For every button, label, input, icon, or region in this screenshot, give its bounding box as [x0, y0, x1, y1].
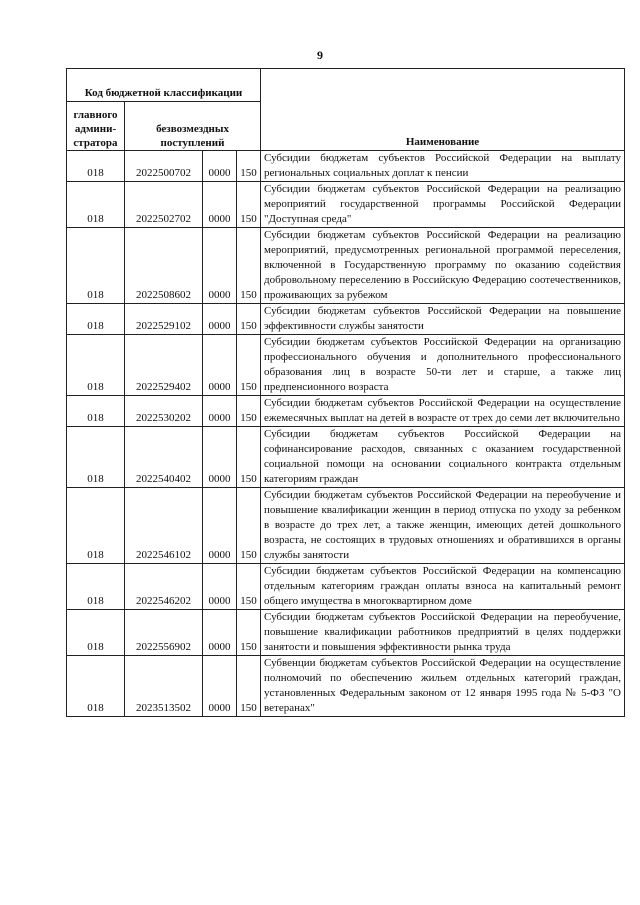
admin-code-cell: 018	[67, 656, 125, 717]
revenue-code-cell: 2022530202	[125, 396, 203, 427]
header-row-top	[67, 69, 625, 102]
header-admin-label: главного админи-стратора	[67, 102, 125, 151]
name-cell: Субсидии бюджетам субъектов Российской Федерации на переобучение, повышение квалификации работников предприятий в целях поддержки занятости и повышения эффективности рынка труда	[261, 610, 625, 656]
revenue-type-cell: 150	[237, 488, 261, 564]
name-cell: Субсидии бюджетам субъектов Российской Федерации на софинансирование расходов, связанных с оказанием государственной социальной помощи на основании социального контракта отдельным категориям граждан	[261, 427, 625, 488]
header-revenue-label: безвозмездных поступлений	[125, 102, 261, 151]
revenue-type-cell: 150	[237, 151, 261, 182]
admin-code-cell: 018	[67, 228, 125, 304]
table-row	[67, 488, 625, 564]
page-number: 9	[317, 48, 323, 62]
program-code-cell: 0000	[203, 427, 237, 488]
admin-code-cell: 018	[67, 610, 125, 656]
program-code-cell: 0000	[203, 182, 237, 228]
table-row	[67, 610, 625, 656]
revenue-type-cell: 150	[237, 228, 261, 304]
table-body	[67, 151, 625, 717]
program-code-cell: 0000	[203, 304, 237, 335]
name-cell: Субсидии бюджетам субъектов Российской Федерации на осуществление ежемесячных выплат на детей в возрасте от трех до семи лет включительно	[261, 396, 625, 427]
admin-code-cell: 018	[67, 396, 125, 427]
table-row	[67, 427, 625, 488]
name-cell: Субсидии бюджетам субъектов Российской Федерации на реализацию мероприятий, предусмотренных региональной программой переселения, включенной в Государственную программу по оказанию содействия добровольному переселению в Российскую Федерацию соотечественников, проживающих за рубежом	[261, 228, 625, 304]
admin-code-cell: 018	[67, 427, 125, 488]
name-cell: Субсидии бюджетам субъектов Российской Федерации на переобучение и повышение квалификации женщин в период отпуска по уходу за ребенком в возрасте до трех лет, а также женщин, имеющих детей дошкольного возраста, не состоящих в трудовых отношениях и обратившихся в органы службы занятости	[261, 488, 625, 564]
table-row	[67, 396, 625, 427]
admin-code-cell: 018	[67, 564, 125, 610]
revenue-code-cell: 2023513502	[125, 656, 203, 717]
revenue-type-cell: 150	[237, 182, 261, 228]
revenue-type-cell: 150	[237, 335, 261, 396]
admin-code-cell: 018	[67, 335, 125, 396]
program-code-cell: 0000	[203, 151, 237, 182]
name-cell: Субвенции бюджетам субъектов Российской Федерации на осуществление полномочий по обеспечению жильем отдельных категорий граждан, установленных Федеральным законом от 12 января 1995 года № 5-ФЗ "О ветеранах"	[261, 656, 625, 717]
revenue-type-cell: 150	[237, 564, 261, 610]
table-row	[67, 182, 625, 228]
program-code-cell: 0000	[203, 228, 237, 304]
revenue-type-cell: 150	[237, 304, 261, 335]
name-cell: Субсидии бюджетам субъектов Российской Федерации на организацию профессионального обучения и дополнительного профессионального образования лиц в возрасте 50-ти лет и старше, а также лиц предпенсионного возраста	[261, 335, 625, 396]
name-cell: Субсидии бюджетам субъектов Российской Федерации на повышение эффективности службы занятости	[261, 304, 625, 335]
table-row	[67, 335, 625, 396]
program-code-cell: 0000	[203, 610, 237, 656]
revenue-code-cell: 2022508602	[125, 228, 203, 304]
revenue-code-cell: 2022502702	[125, 182, 203, 228]
program-code-cell: 0000	[203, 335, 237, 396]
table-row	[67, 151, 625, 182]
admin-code-cell: 018	[67, 304, 125, 335]
table-row	[67, 304, 625, 335]
revenue-type-cell: 150	[237, 396, 261, 427]
revenue-code-cell: 2022546102	[125, 488, 203, 564]
budget-classification-table	[66, 68, 625, 717]
header-name-label: Наименование	[261, 69, 625, 151]
name-cell: Субсидии бюджетам субъектов Российской Федерации на реализацию мероприятий государственной программы Российской Федерации "Доступная среда"	[261, 182, 625, 228]
program-code-cell: 0000	[203, 656, 237, 717]
table-row	[67, 564, 625, 610]
revenue-code-cell: 2022529102	[125, 304, 203, 335]
revenue-code-cell: 2022556902	[125, 610, 203, 656]
revenue-type-cell: 150	[237, 427, 261, 488]
program-code-cell: 0000	[203, 396, 237, 427]
admin-code-cell: 018	[67, 182, 125, 228]
revenue-code-cell: 2022529402	[125, 335, 203, 396]
revenue-type-cell: 150	[237, 656, 261, 717]
admin-code-cell: 018	[67, 151, 125, 182]
name-cell: Субсидии бюджетам субъектов Российской Федерации на выплату региональных социальных доплат к пенсии	[261, 151, 625, 182]
revenue-code-cell: 2022540402	[125, 427, 203, 488]
program-code-cell: 0000	[203, 564, 237, 610]
program-code-cell: 0000	[203, 488, 237, 564]
revenue-code-cell: 2022500702	[125, 151, 203, 182]
admin-code-cell: 018	[67, 488, 125, 564]
revenue-type-cell: 150	[237, 610, 261, 656]
table-row	[67, 228, 625, 304]
revenue-code-cell: 2022546202	[125, 564, 203, 610]
name-cell: Субсидии бюджетам субъектов Российской Федерации на компенсацию отдельным категориям граждан оплаты взноса на капитальный ремонт общего имущества в многоквартирном доме	[261, 564, 625, 610]
table-row	[67, 656, 625, 717]
header-kod-label: Код бюджетной классификации	[67, 69, 261, 102]
